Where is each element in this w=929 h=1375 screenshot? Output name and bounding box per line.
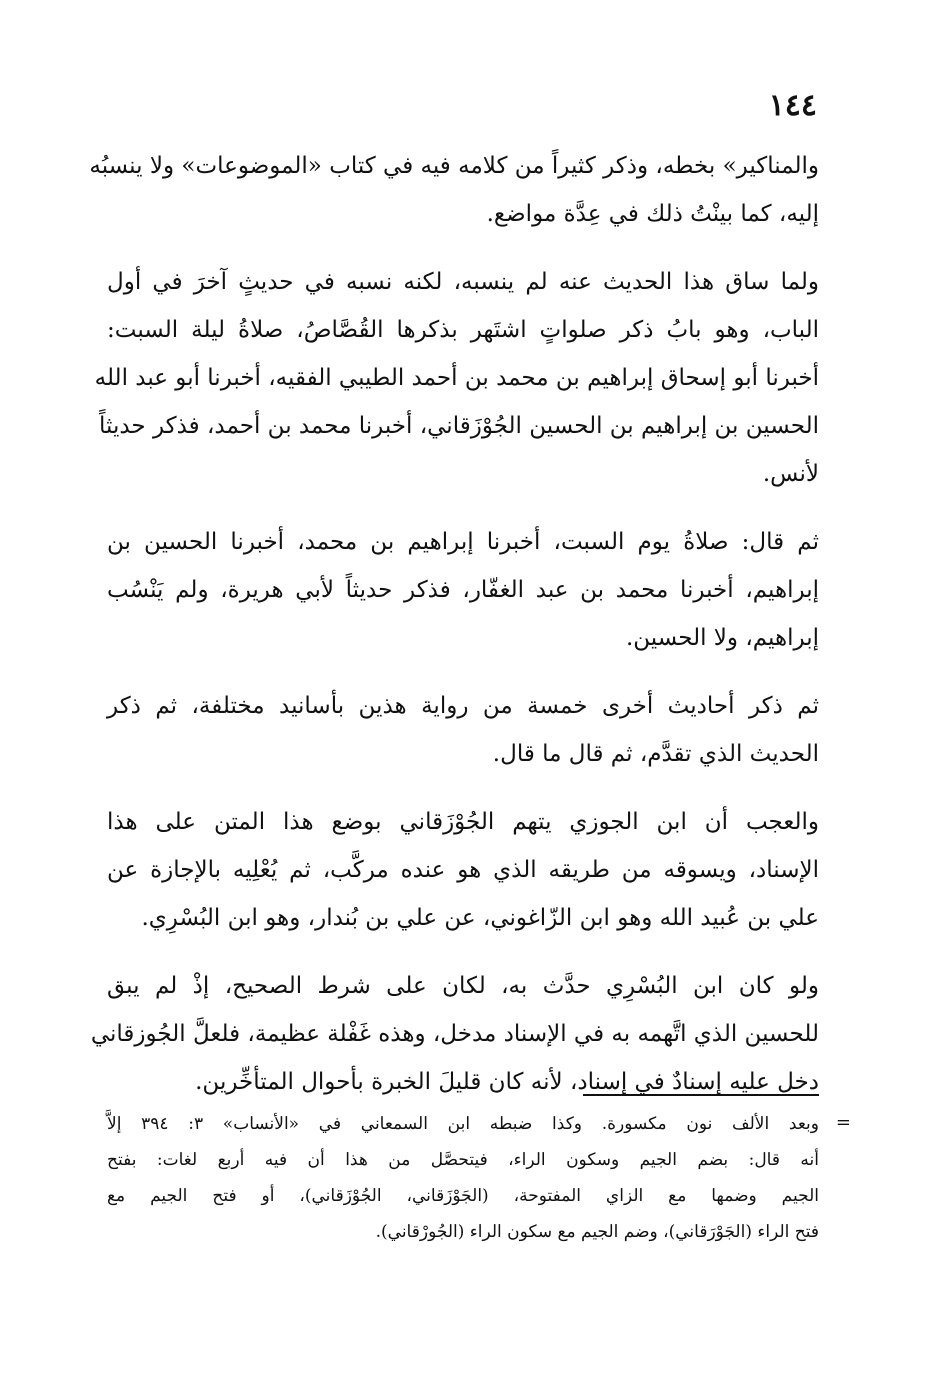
main-text	[89, 142, 819, 1126]
text-line: دخل عليه إسنادٌ في إسناد، لأنه كان قليلَ الخبرة بأحوال المتأخِّرين.	[195, 1069, 819, 1095]
text-line: ثم قال: صلاةُ يوم السبت، أخبرنا إبراهيم بن محمد، أخبرنا الحسين بن	[107, 529, 819, 555]
text-line: إبراهيم، أخبرنا محمد بن عبد الغفّار، فذكر حديثاً لأبي هريرة، ولم يَنْسُب	[107, 577, 819, 603]
text-line: علي بن عُبيد الله وهو ابن الزّاغوني، عن علي بن بُندار، وهو ابن البُسْرِي.	[141, 905, 819, 931]
text-line: ثم ذكر أحاديث أخرى خمسة من رواية هذين بأسانيد مختلفة، ثم ذكر	[107, 693, 819, 719]
footnote-line: وبعد الألف نون مكسورة. وكذا ضبطه ابن السمعاني في «الأنساب» ٣: ٣٩٤ إلاَّ	[107, 1114, 819, 1134]
paragraph-5	[107, 798, 819, 942]
text-line: والمناكير» بخطه، وذكر كثيراً من كلامه فيه في كتاب «الموضوعات» ولا ينسبُه	[89, 153, 819, 179]
text-line: ولو كان ابن البُسْرِي حدَّث به، لكان على شرط الصحيح، إذْ لم يبق	[107, 973, 819, 999]
text-line: الباب، وهو بابُ ذكر صلواتٍ اشتَهر بذكرها القُصَّاصُ، صلاةُ ليلة السبت:	[107, 317, 819, 343]
text-line: إبراهيم، ولا الحسين.	[625, 625, 819, 651]
footnote-line: فتح الراء (الجَوْرَقاني)، وضم الجيم مع سكون الراء (الجُورْقاني).	[375, 1222, 819, 1242]
text-line: إليه، كما بينْتُ ذلك في عِدَّة مواضع.	[486, 201, 819, 227]
footnote-divider	[583, 1094, 819, 1096]
footnote-line: أنه قال: بضم الجيم وسكون الراء، فيتحصَّل من هذا أن فيه أربع لغات: بفتح	[107, 1150, 819, 1170]
paragraph-3	[107, 518, 819, 662]
text-line: للحسين الذي اتَّهمه به في الإسناد مدخل، وهذه غَفْلة عظيمة، فلعلَّ الجُوزقاني	[90, 1021, 819, 1047]
paragraph-1	[89, 142, 819, 238]
text-line: أخبرنا أبو إسحاق إبراهيم بن محمد بن أحمد الطيبي الفقيه، أخبرنا أبو عبد الله	[94, 365, 819, 391]
footnote-continuation-marker: =	[835, 1112, 851, 1133]
paragraph-2	[94, 258, 819, 498]
page-number: ١٤٤	[768, 88, 817, 123]
text-line: الإسناد، ويسوقه من طريقه الذي هو عنده مركَّب، ثم يُعْلِيه بالإجازة عن	[107, 857, 819, 883]
text-line: الحسين بن إبراهيم بن الحسين الجُوْزَقاني، أخبرنا محمد بن أحمد، فذكر حديثاً	[99, 413, 819, 439]
footnote	[107, 1106, 819, 1250]
text-line: لأنس.	[762, 461, 819, 487]
paragraph-6	[90, 962, 819, 1106]
paragraph-4	[107, 682, 819, 778]
text-line: ولما ساق هذا الحديث عنه لم ينسبه، لكنه نسبه في حديثٍ آخرَ في أول	[107, 269, 819, 295]
footnote-line: الجيم وضمها مع الزاي المفتوحة، (الجَوْزَقاني، الجُوْزَقاني)، أو فتح الجيم مع	[107, 1186, 819, 1206]
text-line: الحديث الذي تقدَّم، ثم قال ما قال.	[492, 741, 819, 767]
text-line: والعجب أن ابن الجوزي يتهم الجُوْزَقاني بوضع هذا المتن على هذا	[107, 809, 819, 835]
